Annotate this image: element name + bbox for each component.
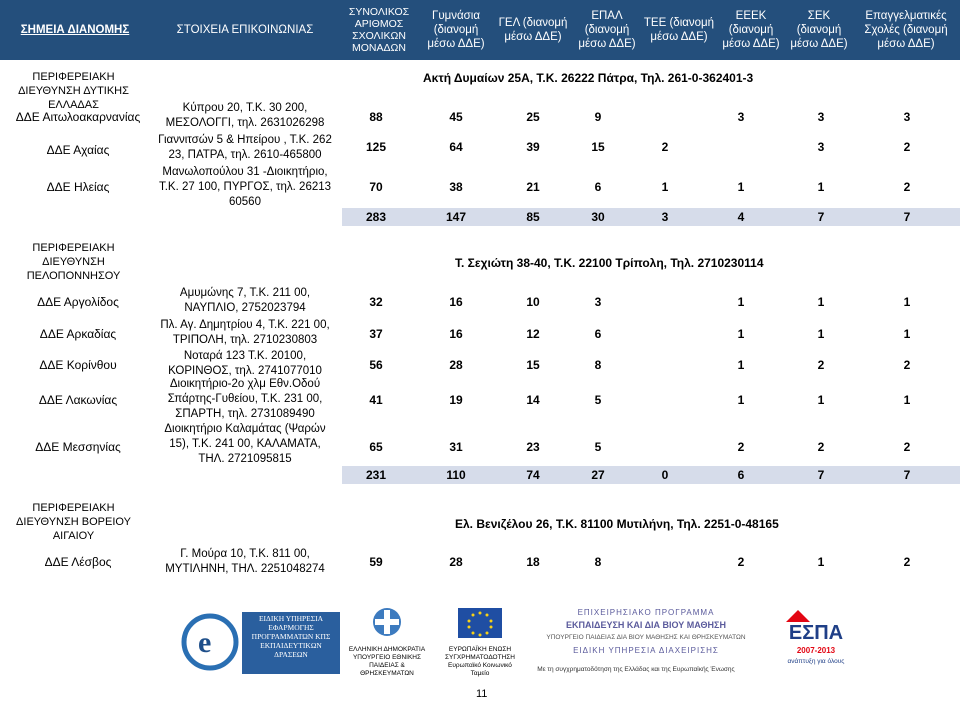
cell: 5 — [594, 440, 602, 454]
header-col-tee: ΤΕΕ (διανομή μέσω ΔΔΕ) — [643, 17, 715, 43]
cell: 1 — [737, 327, 745, 341]
row-name: ΔΔΕ Λέσβος — [44, 555, 112, 569]
op-ministry: ΥΠΟΥΡΓΕΙΟ ΠΑΙΔΕΙΑΣ ΔΙΑ ΒΙΟΥ ΜΑΘΗΣΗΣ ΚΑΙ ΘΡΗΣΚΕΥΜΑΤΩΝ — [546, 634, 746, 641]
espa-logo-years: 2007-2013 — [796, 646, 836, 655]
cell: 1 — [661, 180, 669, 194]
row-contact: Διοικητήριο-2ο χλμ Εθν.Οδού Σπάρτης-Γυθείου, Τ.Κ. 231 00, ΣΠΑΡΤΗ, τηλ. 2731089490 — [167, 378, 323, 420]
cell: 2 — [903, 555, 911, 569]
cell: 3 — [903, 110, 911, 124]
cell: 2 — [903, 440, 911, 454]
cell: 1 — [737, 393, 745, 407]
eyeep-logo-text: ΕΙΔΙΚΗ ΥΠΗΡΕΣΙΑ ΕΦΑΡΜΟΓΗΣ ΠΡΟΓΡΑΜΜΑΤΩΝ ΚΠΣ ΕΚΠΑΙΔΕΥΤΙΚΩΝ ΔΡΑΣΕΩΝ — [251, 614, 331, 659]
cell: 19 — [449, 393, 463, 407]
eu-logo-text: ΕΥΡΩΠΑΪΚΗ ΕΝΩΣΗ ΣΥΓΧΡΗΜΑΤΟΔΟΤΗΣΗ — [445, 646, 515, 661]
op-title: ΕΠΙΧΕΙΡΗΣΙΑΚΟ ΠΡΟΓΡΑΜΜΑ — [577, 608, 715, 617]
section-title-west-greece: ΠΕΡΙΦΕΡΕΙΑΚΗ ΔΙΕΥΘΥΝΣΗ ΔΥΤΙΚΗΣ ΕΛΛΑΔΑΣ — [18, 71, 129, 111]
total-cell: 27 — [591, 468, 605, 482]
cell: 2 — [817, 440, 825, 454]
cell: 2 — [903, 180, 911, 194]
header-col-vocational: Επαγγελματικές Σχολές (διανομή μέσω ΔΔΕ) — [864, 10, 948, 50]
cell: 3 — [737, 110, 745, 124]
cell: 125 — [365, 140, 387, 154]
cell: 5 — [594, 393, 602, 407]
row-name: ΔΔΕ Κορίνθου — [39, 358, 117, 372]
svg-text:e: e — [198, 626, 212, 659]
cell: 1 — [737, 295, 745, 309]
esf-logo-text: Ευρωπαϊκό Κοινωνικό Ταμείο — [448, 662, 512, 677]
cell: 56 — [369, 358, 383, 372]
cell: 2 — [903, 358, 911, 372]
row-name: ΔΔΕ Ηλείας — [46, 180, 110, 194]
cell: 1 — [817, 555, 825, 569]
cell: 41 — [369, 393, 383, 407]
page-number: 11 — [476, 688, 488, 700]
row-name: ΔΔΕ Λακωνίας — [38, 393, 118, 407]
total-cell: 74 — [526, 468, 540, 482]
section-title-peloponnese: ΠΕΡΙΦΕΡΕΙΑΚΗ ΔΙΕΥΘΥΝΣΗ ΠΕΛΟΠΟΝΝΗΣΟΥ — [26, 242, 121, 282]
cell: 1 — [737, 180, 745, 194]
total-cell: 7 — [903, 468, 911, 482]
table-header — [0, 0, 960, 60]
header-region: ΣΗΜΕΙΑ ΔΙΑΝΟΜΗΣ — [20, 24, 130, 36]
logo-eyeep — [172, 600, 342, 680]
cell: 15 — [591, 140, 605, 154]
cell: 8 — [594, 358, 602, 372]
cell: 16 — [449, 295, 463, 309]
cell: 28 — [449, 555, 463, 569]
cell: 9 — [594, 110, 602, 124]
op-cofinancing: Με τη συγχρηματοδότηση της Ελλάδας και της Ευρωπαϊκής Ένωσης — [537, 666, 735, 673]
row-contact: Διοικητήριο Καλαμάτας (Ψαρών 15), Τ.Κ. 241 00, ΚΑΛΑΜΑΤΑ, ΤΗΛ. 2721095815 — [164, 423, 326, 465]
section-address: Τ. Σεχιώτη 38-40, Τ.Κ. 22100 Τρίπολη, Τηλ. 2710230114 — [455, 256, 764, 270]
cell: 21 — [526, 180, 540, 194]
cell: 88 — [369, 110, 383, 124]
row-contact: Μανωλοπούλου 31 -Διοικητήριο, Τ.Κ. 27 100, ΠΥΡΓΟΣ, τηλ. 26213 60560 — [158, 166, 332, 208]
logo-eu — [440, 600, 520, 680]
row-name: ΔΔΕ Μεσσηνίας — [35, 440, 121, 454]
row-contact: Κύπρου 20, Τ.Κ. 30 200, ΜΕΣΟΛΟΓΓΙ, τηλ. 2631026298 — [165, 102, 325, 129]
cell: 1 — [903, 295, 911, 309]
row-contact: Γιαννιτσών 5 & Ηπείρου , Τ.Κ. 262 23, ΠΑΤΡΑ, τηλ. 2610-465800 — [158, 134, 332, 161]
total-cell: 147 — [445, 210, 467, 224]
cell: 59 — [369, 555, 383, 569]
op-agency: ΕΙΔΙΚΗ ΥΠΗΡΕΣΙΑ ΔΙΑΧΕΙΡΙΣΗΣ — [573, 646, 719, 655]
cell: 10 — [526, 295, 540, 309]
cell: 1 — [817, 180, 825, 194]
section-address: Ακτή Δυμαίων 25Α, Τ.Κ. 26222 Πάτρα, Τηλ. 261-0-362401-3 — [423, 71, 754, 85]
header-col-gymnasia: Γυμνάσια (διανομή μέσω ΔΔΕ) — [427, 10, 485, 50]
total-cell: 110 — [446, 468, 466, 482]
cell: 32 — [369, 295, 383, 309]
cell: 16 — [449, 327, 463, 341]
cell: 1 — [817, 327, 825, 341]
cell: 14 — [526, 393, 540, 407]
total-cell: 85 — [526, 210, 540, 224]
cell: 6 — [594, 180, 602, 194]
cell: 1 — [903, 327, 911, 341]
cell: 31 — [449, 440, 463, 454]
espa-logo-text: ΕΣΠΑ — [788, 622, 844, 644]
cell: 37 — [369, 327, 383, 341]
header-schools: ΣΥΝΟΛΙΚΟΣ ΑΡΙΘΜΟΣ ΣΧΟΛΙΚΩΝ ΜΟΝΑΔΩΝ — [348, 6, 410, 54]
total-cell: 30 — [591, 210, 605, 224]
row-contact: Αμυμώνης 7, Τ.Κ. 211 00, ΝΑΥΠΛΙΟ, 2752023794 — [179, 287, 311, 314]
cell: 3 — [817, 110, 825, 124]
cell: 1 — [817, 295, 825, 309]
cell: 23 — [526, 440, 540, 454]
cell: 45 — [449, 110, 463, 124]
total-cell: 6 — [737, 468, 745, 482]
cell: 65 — [369, 440, 383, 454]
section-address: Ελ. Βενιζέλου 26, Τ.Κ. 81100 Μυτιλήνη, Τηλ. 2251-0-48165 — [455, 517, 779, 531]
cell: 3 — [594, 295, 602, 309]
total-cell: 7 — [817, 468, 825, 482]
cell: 6 — [594, 327, 602, 341]
cell: 8 — [594, 555, 602, 569]
cell: 38 — [449, 180, 463, 194]
total-cell: 7 — [903, 210, 911, 224]
header-col-epal: ΕΠΑΛ (διανομή μέσω ΔΔΕ) — [578, 10, 636, 50]
total-cell: 283 — [365, 210, 387, 224]
row-name: ΔΔΕ Αχαίας — [46, 143, 110, 157]
header-col-eeek: ΕΕΕΚ (διανομή μέσω ΔΔΕ) — [722, 10, 780, 50]
cell: 64 — [449, 140, 463, 154]
cell: 2 — [817, 358, 825, 372]
cell: 1 — [903, 393, 911, 407]
op-subtitle: ΕΚΠΑΙΔΕΥΣΗ ΚΑΙ ΔΙΑ ΒΙΟΥ ΜΑΘΗΣΗ — [566, 620, 726, 630]
total-cell: 4 — [737, 210, 745, 224]
cell: 25 — [526, 110, 540, 124]
cell: 3 — [817, 140, 825, 154]
row-name: ΔΔΕ Αιτωλοακαρνανίας — [15, 110, 141, 124]
row-contact: Νοταρά 123 Τ.Κ. 20100, ΚΟΡΙΝΘΟΣ, τηλ. 2741077010 — [168, 350, 322, 377]
eu-flag-icon — [440, 600, 520, 648]
cell: 2 — [903, 140, 911, 154]
logo-operational-programme — [512, 600, 760, 680]
cell: 1 — [817, 393, 825, 407]
cell: 12 — [526, 327, 540, 341]
cell: 15 — [526, 358, 540, 372]
cell: 28 — [449, 358, 463, 372]
ministry-logo-text: ΕΛΛΗΝΙΚΗ ΔΗΜΟΚΡΑΤΙΑ ΥΠΟΥΡΓΕΙΟ ΕΘΝΙΚΗΣ ΠΑΙΔΕΙΑΣ & ΘΡΗΣΚΕΥΜΑΤΩΝ — [348, 646, 426, 677]
total-cell: 0 — [661, 468, 669, 482]
cell: 2 — [737, 440, 745, 454]
row-contact: Πλ. Αγ. Δημητρίου 4, Τ.Κ. 221 00, ΤΡΙΠΟΛΗ, τηλ. 2710230803 — [160, 319, 330, 346]
logo-ministry — [342, 600, 432, 680]
cell: 2 — [661, 140, 669, 154]
greek-emblem-icon — [342, 600, 432, 648]
total-cell: 7 — [817, 210, 825, 224]
cell: 70 — [369, 180, 383, 194]
header-col-gel: ΓΕΛ (διανομή μέσω ΔΔΕ) — [498, 17, 568, 43]
logo-espa — [770, 600, 860, 680]
espa-logo-slogan: ανάπτυξη για όλους — [787, 658, 845, 665]
cell: 39 — [526, 140, 540, 154]
row-contact: Γ. Μούρα 10, Τ.Κ. 811 00, ΜΥΤΙΛΗΝΗ, ΤΗΛ. 2251048274 — [165, 548, 325, 575]
row-name: ΔΔΕ Αργολίδος — [37, 295, 119, 309]
header-contact: ΣΤΟΙΧΕΙΑ ΕΠΙΚΟΙΝΩΝΙΑΣ — [176, 24, 314, 36]
total-cell: 231 — [365, 468, 387, 482]
section-title-north-aegean: ΠΕΡΙΦΕΡΕΙΑΚΗ ΔΙΕΥΘΥΝΣΗ ΒΟΡΕΙΟΥ ΑΙΓΑΙΟΥ — [16, 502, 131, 542]
cell: 18 — [526, 555, 540, 569]
total-cell: 3 — [661, 210, 669, 224]
header-col-sek: ΣΕΚ (διανομή μέσω ΔΔΕ) — [790, 10, 848, 50]
cell: 2 — [737, 555, 745, 569]
row-name: ΔΔΕ Αρκαδίας — [39, 327, 117, 341]
cell: 1 — [737, 358, 745, 372]
